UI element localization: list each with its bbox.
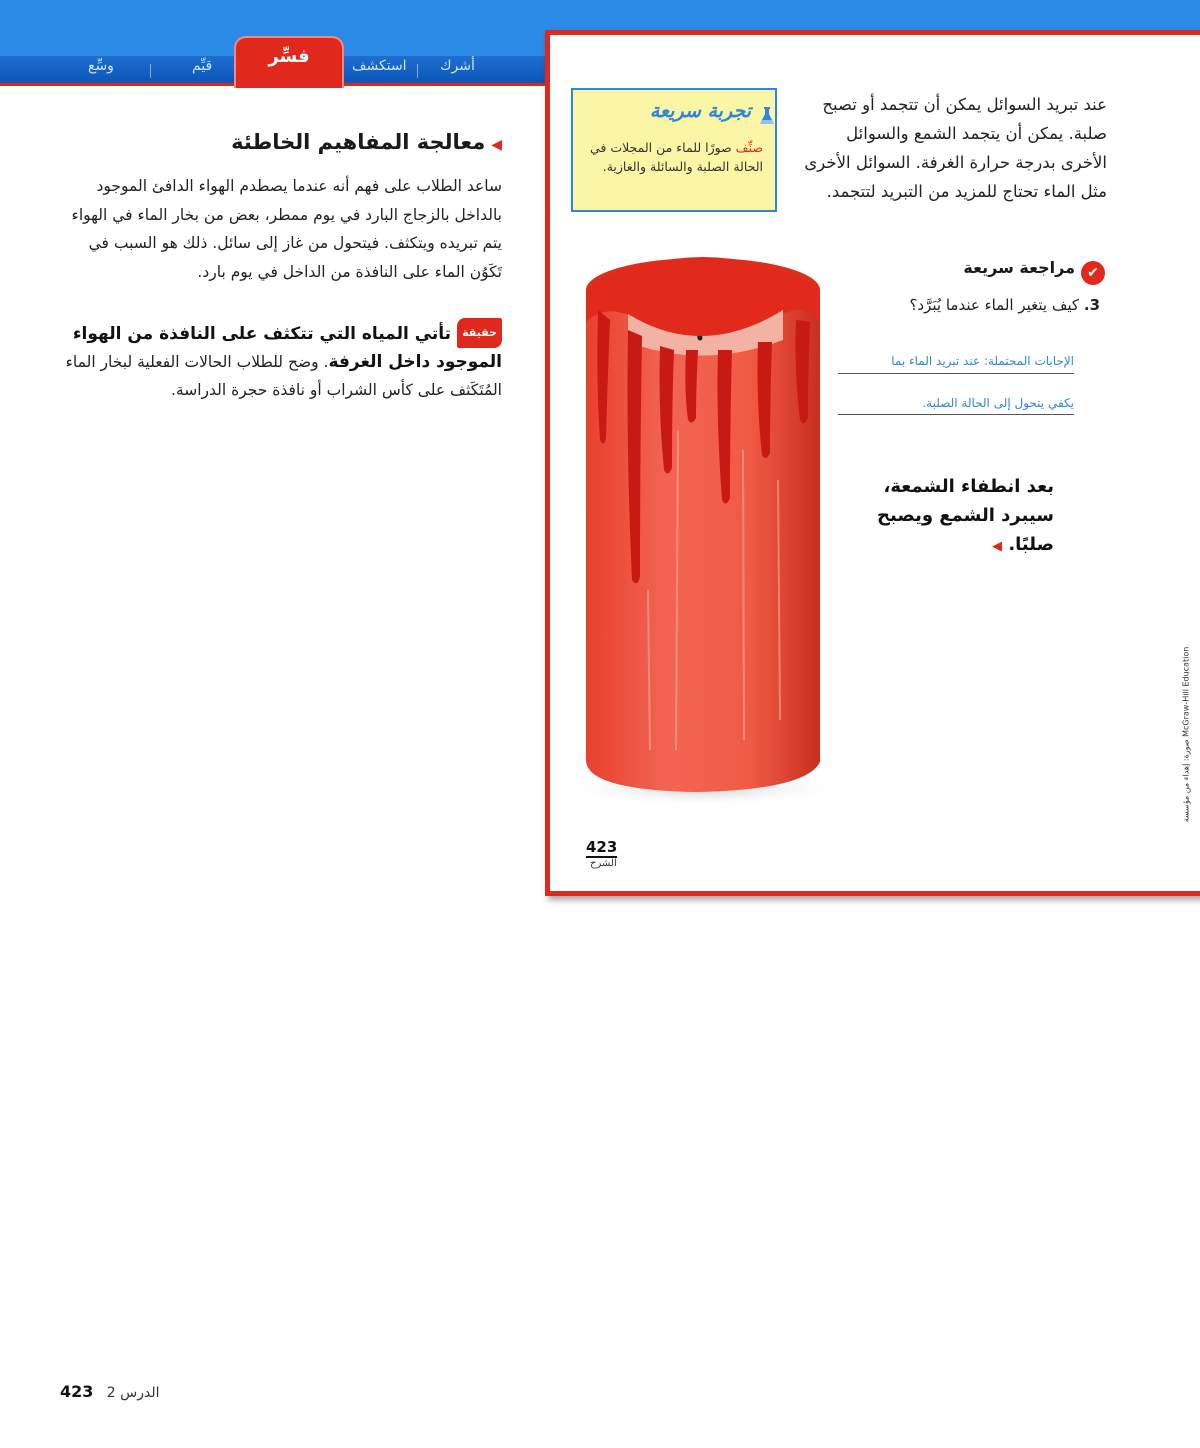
footer-lesson-label: الدرس: [120, 1385, 160, 1401]
review-question: [900, 292, 1100, 318]
photo-caption: [860, 472, 1054, 561]
footer-page-number: 423: [60, 1382, 94, 1401]
nav-separator: [417, 64, 418, 78]
misconceptions-body: ساعد الطلاب على فهم أنه عندما يصطدم الهواء الدافئ الموجود بالداخل بالزجاج البارد في يوم ممطر، بعض من بخار الماء في الهواء يتم تبريده ويتكثف. فيتحول من غاز إلى سائل. ذلك هو السبب في تَكَوُن الماء على النافذة من الداخل في يوم بارد.: [71, 177, 502, 281]
quick-try-keyword: صنِّف: [735, 140, 763, 155]
fact-badge: حقيقة: [457, 318, 502, 348]
footer-lesson-number: 2: [106, 1385, 116, 1401]
fact-paragraph: [52, 318, 502, 404]
photo-caption-text: بعد انطفاء الشمعة، سيبرد الشمع ويصبح صلبًا.: [877, 476, 1054, 555]
question-text: كيف يتغير الماء عندما يُبَرَّد؟: [909, 296, 1080, 314]
tab-evaluate[interactable]: قيِّم: [192, 58, 213, 74]
answer-rule: [838, 414, 1074, 415]
answer-line-2: يكفي يتحول إلى الحالة الصلبة.: [922, 396, 1074, 410]
quick-review-title: مراجعة سريعة: [963, 258, 1075, 277]
intro-paragraph: عند تبريد السوائل يمكن أن تتجمد أو تصبح صلبة. يمكن أن يتجمد الشمع والسوائل الأخرى بدرجة حرارة الغرفة. السوائل الأخرى مثل الماء تحتاج للمزيد من التبريد لتتجمد.: [804, 95, 1107, 201]
student-page-number: 423: [586, 838, 618, 856]
tab-explore[interactable]: استكشف: [352, 58, 407, 74]
answer-rule: [838, 373, 1074, 374]
photo-credit: McGraw-Hill Education صورة: إهداء من مؤسسة: [1181, 646, 1191, 823]
student-page-label: الشرح: [590, 858, 617, 869]
tab-explain[interactable]: [234, 36, 344, 88]
fact-bold-text: تأتي المياه التي تتكثف على النافذة من الهواء الموجود داخل الغرفة: [72, 324, 502, 372]
check-icon: ✔: [1081, 261, 1105, 285]
misconceptions-heading-text: معالجة المفاهيم الخاطئة: [231, 130, 486, 154]
quick-try-body: صورًا للماء من المجلات في الحالة الصلبة والسائلة والغازية.: [589, 140, 763, 174]
heading-arrow-icon: ◀: [491, 137, 502, 153]
quick-review-heading: [920, 258, 1105, 285]
candle-image: [568, 250, 838, 810]
quick-try-title: تجربة سريعة: [649, 100, 751, 122]
page-footer: [60, 1382, 160, 1401]
answer-line-1: الإجابات المحتملة: عند تبريد الماء بما: [891, 354, 1074, 368]
fact-rest-text: . وضح للطلاب الحالات الفعلية لبخار الماء المُتَكَثف على كأس الشراب أو نافذة حجرة الدراسة.: [65, 353, 502, 399]
tab-explain-label: فسِّر: [268, 46, 310, 67]
tab-elaborate[interactable]: وسِّع: [88, 58, 114, 74]
quick-try-box: [571, 88, 777, 212]
flask-icon: [759, 106, 775, 126]
tab-engage[interactable]: أشرك: [440, 58, 475, 74]
nav-separator: [150, 64, 151, 78]
quick-try-text: [583, 138, 763, 176]
misconceptions-heading: [52, 130, 502, 154]
question-number: 3.: [1083, 296, 1100, 314]
caption-arrow-icon: ◀: [992, 539, 1003, 554]
